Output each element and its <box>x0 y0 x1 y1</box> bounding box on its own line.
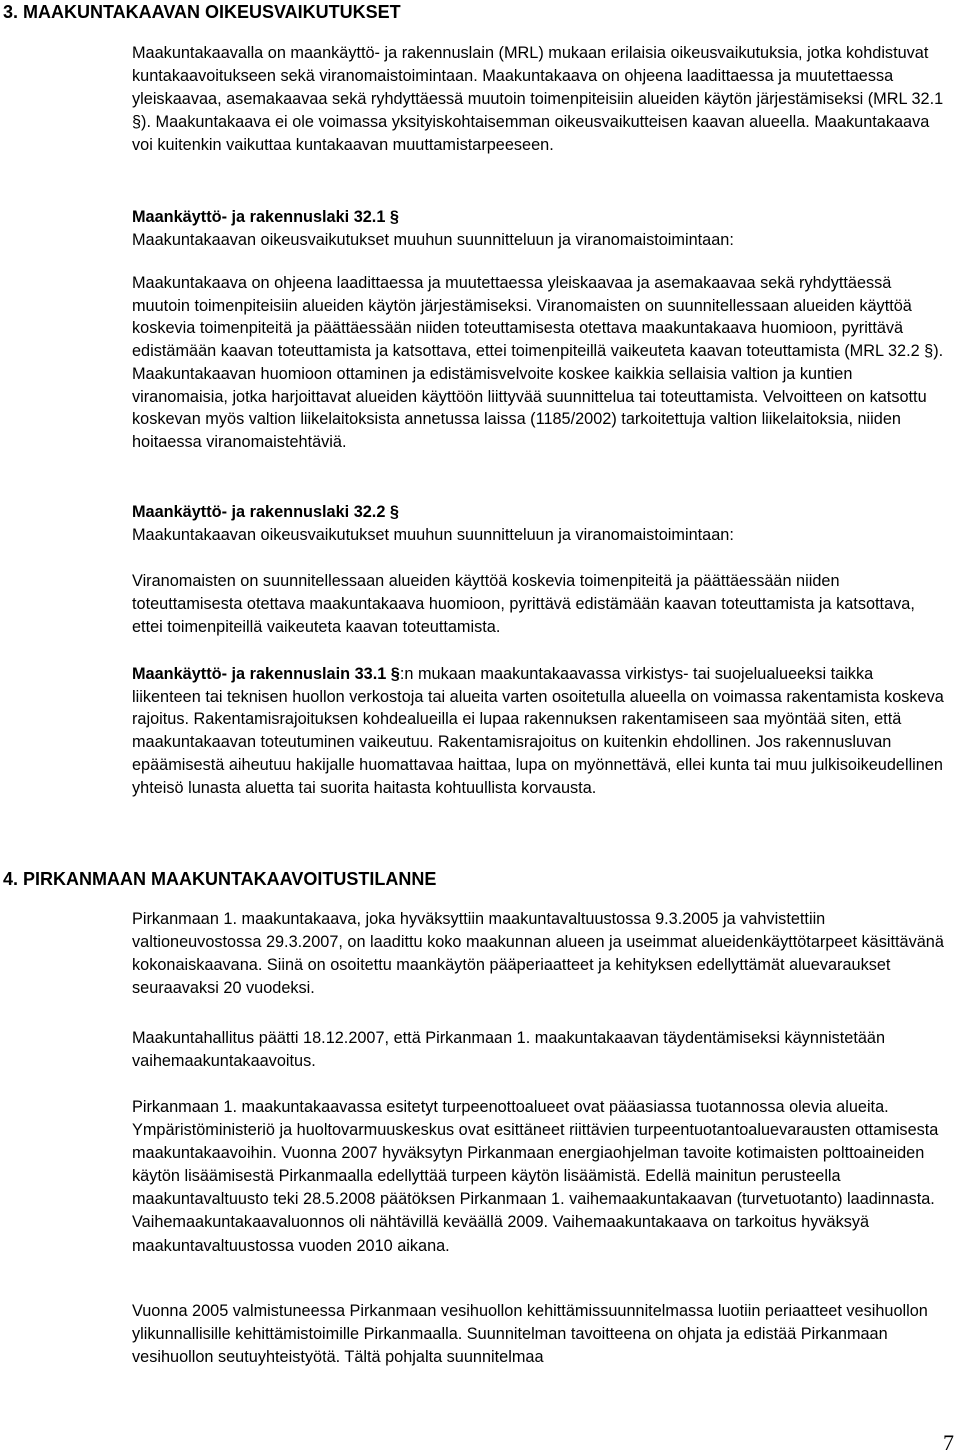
section-4-paragraph-1: Pirkanmaan 1. maakuntakaava, joka hyväksyttiin maakuntavaltuustossa 9.3.2005 ja vahvistettiin valtioneuvostossa 29.3.2007, on laadittu koko maakunnan alueen ja useimmat alueidenkäyttötarpeet käsittävänä kokonaiskaavana. Siinä on osoitettu maankäytön pääperiaatteet ja kehityksen edellyttämät aluevaraukset seuraavaksi 20 vuodeksi. <box>132 910 944 998</box>
law-32-1-block <box>132 206 944 252</box>
law-32-2-subtitle: Maakuntakaavan oikeusvaikutukset muuhun suunnitteluun ja viranomaistoimintaan: <box>132 526 734 545</box>
law-33-1-body: :n mukaan maakuntakaavassa virkistys- tai suojelualueeksi taikka liikenteen tai teknisen huollon verkostoja tai alueita varten osoitetulla alueella on voimassa rakentamista koskeva rajoitus. Rakentamisrajoituksen kohdealueilla ei lupaa rakennuksen rakentamiseen saa myöntää siten, että maakuntakaavan toteutuminen vaikeutuu. Rakentamisrajoitus on kuitenkin ehdollinen. Jos rakennusluvan epäämisestä aiheutuu hakijalle huomattavaa haittaa, lupa on myönnettävä, ellei kunta tai muu julkisoikeudellinen yhteisö lunasta aluetta tai suorita haitasta kohtuullista korvausta. <box>132 665 944 797</box>
law-32-1-title: Maankäyttö- ja rakennuslaki 32.1 § <box>132 208 399 226</box>
section-4-paragraph-4: Vuonna 2005 valmistuneessa Pirkanmaan vesihuollon kehittämissuunnitelmassa luotiin periaatteet vesihuollon ylikunnallisille kehittämistoimille Pirkanmaalla. Suunnitelman tavoitteena on ohjata ja edistää Pirkanmaan vesihuollon seutuyhteistyötä. Tältä pohjalta suunnitelmaa <box>132 1302 928 1367</box>
law-32-2-body: Viranomaisten on suunnitellessaan alueiden käyttöä koskevia toimenpiteitä ja päättäessään niiden toteuttamisesta otettava maakuntakaava huomioon, pyrittävä edistämään kaavan toteuttamista ja katsottava, ettei toimenpiteillä vaikeuteta kaavan toteuttamista. <box>132 572 915 637</box>
page-number: 7 <box>943 1430 954 1455</box>
section-4-paragraph-2: Maakuntahallitus päätti 18.12.2007, että Pirkanmaan 1. maakuntakaavan täydentämiseksi käynnistetään vaihemaakuntakaavoitus. <box>132 1029 886 1071</box>
law-32-2-title: Maankäyttö- ja rakennuslaki 32.2 § <box>132 503 399 521</box>
law-32-1-body: Maakuntakaava on ohjeena laadittaessa ja muutettaessa yleiskaavaa ja asemakaavaa sekä ryhdyttäessä muutoin toimenpiteisiin alueiden käytön järjestämiseksi. Viranomaisten on suunnitellessaan alueiden käyttöä koskevia toimenpiteitä ja päättäessään niiden toteuttamisesta otettava maakuntakaava huomioon, pyrittävä edistämään kaavan toteuttamista ja katsottava, ettei toimenpiteillä vaikeuteta kaavan toteuttamista (MRL 32.2 §). Maakuntakaavan huomioon ottaminen ja edistämisvelvoite koskee kaikkia sellaisia valtion ja kuntien viranomaisia, jotka harjoittavat alueiden käyttöön liittyvää suunnittelua tai toteuttamista. Velvoitteen on katsottu koskevan myös valtion liikelaitoksista annetussa laissa (1185/2002) tarkoitettuja valtion liikelaitoksia, niiden hoitaessa viranomaistehtäviä. <box>132 274 944 451</box>
law-33-1-title: Maankäyttö- ja rakennuslain 33.1 § <box>132 665 400 683</box>
law-32-2-block <box>132 501 944 547</box>
section-3-intro-paragraph: Maakuntakaavalla on maankäyttö- ja rakennuslain (MRL) mukaan erilaisia oikeusvaikutuksia, jotka kohdistuvat kuntakaavoitukseen sekä viranomaistoimintaan. Maakuntakaava on ohjeena laadittaessa ja muutettaessa yleiskaavaa, asemakaavaa sekä ryhdyttäessä muutoin toimenpiteisiin alueiden käytön järjestämiseksi (MRL 32.1 §). Maakuntakaava ei ole voimassa yksityiskohtaisemman oikeusvaikutteisen kaavan alueella. Maakuntakaava voi kuitenkin vaikuttaa kuntakaavan muuttamistarpeeseen. <box>132 44 944 155</box>
section-4-heading: 4. PIRKANMAAN MAAKUNTAKAAVOITUSTILANNE <box>3 869 437 889</box>
section-3-heading: 3. MAAKUNTAKAAVAN OIKEUSVAIKUTUKSET <box>3 2 401 22</box>
section-4-paragraph-3: Pirkanmaan 1. maakuntakaavassa esitetyt turpeenottoalueet ovat pääasiassa tuotannossa olevia alueita. Ympäristöministeriö ja huoltovarmuuskeskus ovat esittäneet riittävien turpeentuotantoaluevarausten ottamisesta maakuntakaavoihin. Vuonna 2007 hyväksytyn Pirkanmaan energiaohjelman tavoite kotimaisten polttoaineiden käytön lisäämisestä Pirkanmaalla edellyttää turpeen käytön lisäämistä. Edellä mainitun perusteella maakuntavaltuusto teki 28.5.2008 päätöksen Pirkanmaan 1. vaihemaakuntakaavan (turvetuotanto) laadinnasta. Vaihemaakuntakaavaluonnos oli nähtävillä keväällä 2009. Vaihemaakuntakaava on tarkoitus hyväksyä maakuntavaltuustossa vuoden 2010 aikana. <box>132 1098 939 1255</box>
law-32-1-subtitle: Maakuntakaavan oikeusvaikutukset muuhun suunnitteluun ja viranomaistoimintaan: <box>132 231 734 250</box>
law-33-1-paragraph <box>132 663 944 799</box>
